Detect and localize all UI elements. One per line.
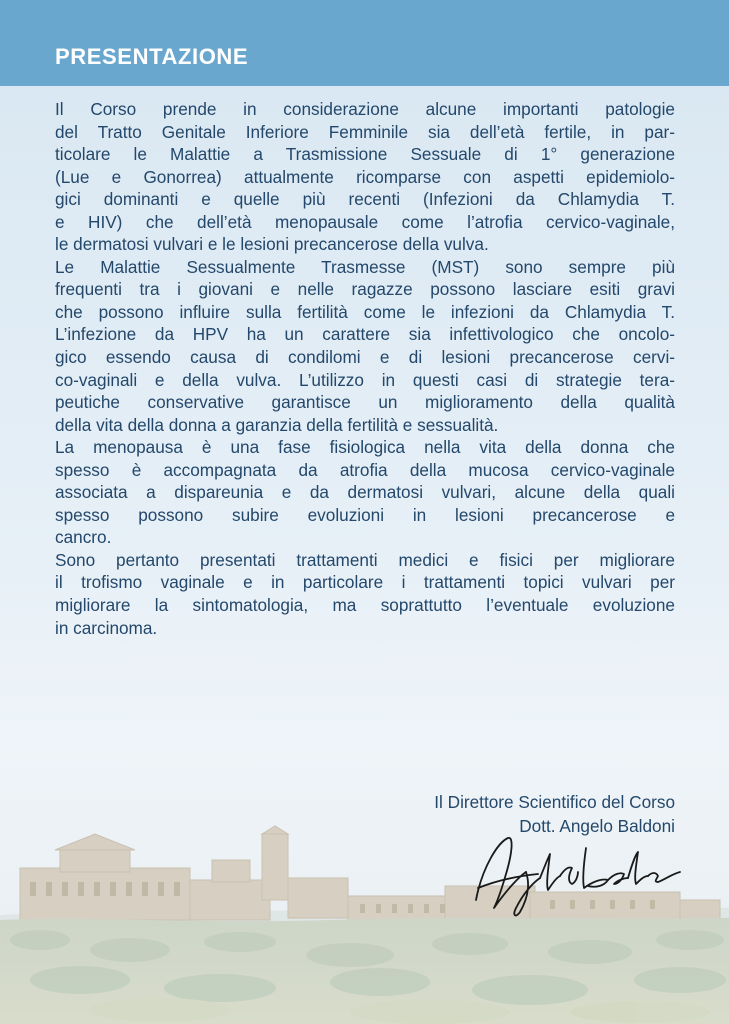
text-line: Le Malattie Sessualmente Trasmesse (MST) sono sempre più — [55, 256, 675, 277]
text-line: spesso possono subire evoluzioni in lesioni precancerose e — [55, 504, 675, 525]
page-title: PRESENTAZIONE — [55, 44, 249, 69]
body-text — [55, 98, 675, 639]
text-line: gici dominanti e quelle più recenti (Infezioni da Chlamydia T. — [55, 189, 675, 210]
text-line: co-vaginali e della vulva. L’utilizzo in questi casi di strategie tera- — [55, 369, 675, 390]
text-line: del Tratto Genitale Inferiore Femminile sia dell’età fertile, in par- — [55, 121, 675, 142]
text-line: Sono pertanto presentati trattamenti medici e fisici per migliorare — [55, 549, 675, 570]
text-line: cancro. — [55, 527, 112, 548]
text-line: L’infezione da HPV ha un carattere sia infettivologico che oncolo- — [55, 324, 675, 345]
text-line: peutiche conservative garantisce un miglioramento della qualità — [55, 392, 675, 413]
paragraph-1 — [55, 98, 675, 256]
text-line: della vita della donna a garanzia della fertilità e sessualità. — [55, 414, 499, 435]
text-line: e HIV) che dell’età menopausale come l’atrofia cervico-vaginale, — [55, 211, 675, 232]
text-line: Il Corso prende in considerazione alcune importanti patologie — [55, 99, 675, 119]
signature-role: Il Direttore Scientifico del Corso — [434, 792, 675, 812]
header-band — [0, 0, 729, 86]
text-line: il trofismo vaginale e in particolare i trattamenti topici vulvari per — [55, 572, 675, 593]
text-line: ticolare le Malattie a Trasmissione Sessuale di 1° generazione — [55, 144, 675, 165]
handwritten-signature — [468, 828, 688, 920]
paragraph-2 — [55, 256, 675, 436]
text-line: le dermatosi vulvari e le lesioni precancerose della vulva. — [55, 234, 489, 255]
text-line: migliorare la sintomatologia, ma soprattutto l’eventuale evoluzione — [55, 595, 675, 616]
text-line: frequenti tra i giovani e nelle ragazze possono lasciare esiti gravi — [55, 279, 675, 300]
paragraph-4 — [55, 549, 675, 639]
text-line: spesso è accompagnata da atrofia della mucosa cervico-vaginale — [55, 459, 675, 480]
text-line: in carcinoma. — [55, 617, 158, 638]
signature-name: Dott. Angelo Baldoni — [519, 816, 675, 836]
text-line: gico essendo causa di condilomi e di lesioni precancerose cervi- — [55, 347, 675, 368]
text-line: La menopausa è una fase fisiologica nella vita della donna che — [55, 437, 675, 458]
paragraph-3 — [55, 436, 675, 549]
text-line: che possono influire sulla fertilità come le infezioni da Chlamydia T. — [55, 301, 675, 322]
text-line: (Lue e Gonorrea) attualmente ricomparse con aspetti epidemiolo- — [55, 166, 675, 187]
text-line: associata a dispareunia e da dermatosi vulvari, alcune della quali — [55, 482, 675, 503]
